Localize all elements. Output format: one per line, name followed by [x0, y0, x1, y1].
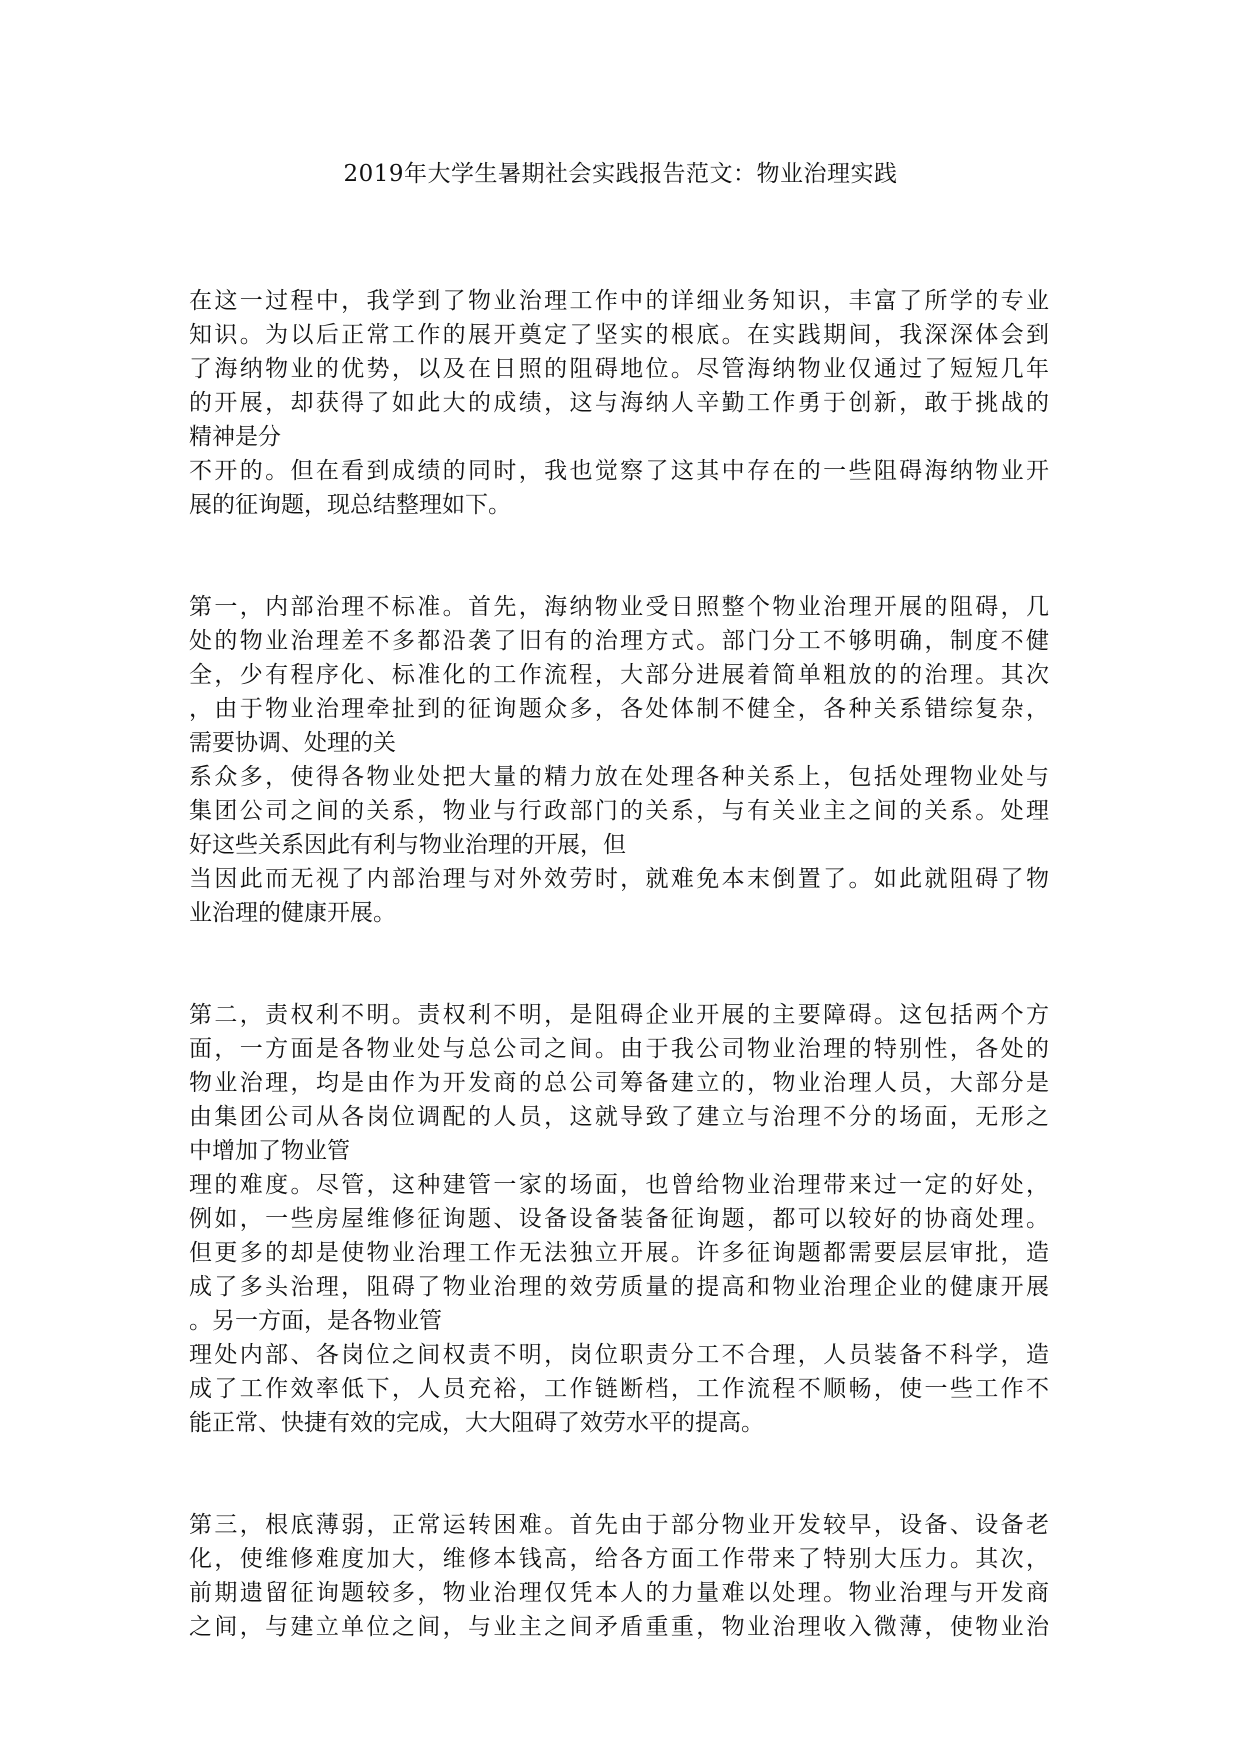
text-line: 全，少有程序化、标准化的工作流程，大部分进展着简单粗放的的治理。其次: [189, 662, 1049, 688]
document-title: 2019年大学生暑期社会实践报告范文：物业治理实践: [343, 161, 898, 187]
text-line: 精神是分: [189, 424, 281, 450]
text-line: 之间，与建立单位之间，与业主之间矛盾重重，物业治理收入微薄，使物业治: [189, 1614, 1049, 1640]
paragraph-gap: [189, 930, 1049, 998]
text-line: 但更多的却是使物业治理工作无法独立开展。许多征询题都需要层层审批，造: [189, 1240, 1049, 1266]
text-line: 前期遗留征询题较多，物业治理仅凭本人的力量难以处理。物业治理与开发商: [189, 1580, 1049, 1606]
text-line: 理处内部、各岗位之间权责不明，岗位职责分工不合理，人员装备不科学，造: [189, 1342, 1049, 1368]
text-line: 化，使维修难度加大，维修本钱高，给各方面工作带来了特别大压力。其次，: [189, 1546, 1049, 1572]
text-line: 第三，根底薄弱，正常运转困难。首先由于部分物业开发较早，设备、设备老: [189, 1512, 1049, 1538]
text-line: 能正常、快捷有效的完成，大大阻碍了效劳水平的提高。: [189, 1410, 764, 1436]
text-line: ，由于物业治理牵扯到的征询题众多，各处体制不健全，各种关系错综复杂，: [189, 696, 1049, 722]
text-line: 中增加了物业管: [189, 1138, 350, 1164]
paragraph-2: [189, 590, 1049, 930]
text-line: 在这一过程中，我学到了物业治理工作中的详细业务知识，丰富了所学的专业: [189, 288, 1049, 314]
paragraph-4: [189, 1508, 1049, 1644]
text-line: 的开展，却获得了如此大的成绩，这与海纳人辛勤工作勇于创新，敢于挑战的: [189, 390, 1049, 416]
text-line: 理的难度。尽管，这种建管一家的场面，也曾给物业治理带来过一定的好处，: [189, 1172, 1049, 1198]
text-line: 物业治理，均是由作为开发商的总公司筹备建立的，物业治理人员，大部分是: [189, 1070, 1049, 1096]
paragraph-gap: [189, 1440, 1049, 1508]
text-line: 系众多，使得各物业处把大量的精力放在处理各种关系上，包括处理物业处与: [189, 764, 1049, 790]
paragraph-1: [189, 284, 1049, 522]
text-line: 当因此而无视了内部治理与对外效劳时，就难免本末倒置了。如此就阻碍了物: [189, 866, 1049, 892]
text-line: 好这些关系因此有利与物业治理的开展，但: [189, 832, 626, 858]
text-line: 。另一方面，是各物业管: [189, 1308, 442, 1334]
text-line: 知识。为以后正常工作的展开奠定了坚实的根底。在实践期间，我深深体会到: [189, 322, 1049, 348]
document-body: [189, 284, 1049, 1644]
text-line: 了海纳物业的优势，以及在日照的阻碍地位。尽管海纳物业仅通过了短短几年: [189, 356, 1049, 382]
paragraph-gap: [189, 522, 1049, 590]
text-line: 由集团公司从各岗位调配的人员，这就导致了建立与治理不分的场面，无形之: [189, 1104, 1049, 1130]
text-line: 需要协调、处理的关: [189, 730, 396, 756]
text-line: 例如，一些房屋维修征询题、设备设备装备征询题，都可以较好的协商处理。: [189, 1206, 1049, 1232]
text-line: 第一，内部治理不标准。首先，海纳物业受日照整个物业治理开展的阻碍，几: [189, 594, 1049, 620]
text-line: 成了多头治理，阻碍了物业治理的效劳质量的提高和物业治理企业的健康开展: [189, 1274, 1049, 1300]
text-line: 展的征询题，现总结整理如下。: [189, 492, 511, 518]
text-line: 面，一方面是各物业处与总公司之间。由于我公司物业治理的特别性，各处的: [189, 1036, 1049, 1062]
paragraph-3: [189, 998, 1049, 1440]
text-line: 成了工作效率低下，人员充裕，工作链断档，工作流程不顺畅，使一些工作不: [189, 1376, 1049, 1402]
text-line: 第二，责权利不明。责权利不明，是阻碍企业开展的主要障碍。这包括两个方: [189, 1002, 1049, 1028]
text-line: 集团公司之间的关系，物业与行政部门的关系，与有关业主之间的关系。处理: [189, 798, 1049, 824]
text-line: 不开的。但在看到成绩的同时，我也觉察了这其中存在的一些阻碍海纳物业开: [189, 458, 1049, 484]
text-line: 处的物业治理差不多都沿袭了旧有的治理方式。部门分工不够明确，制度不健: [189, 628, 1049, 654]
text-line: 业治理的健康开展。: [189, 900, 396, 926]
